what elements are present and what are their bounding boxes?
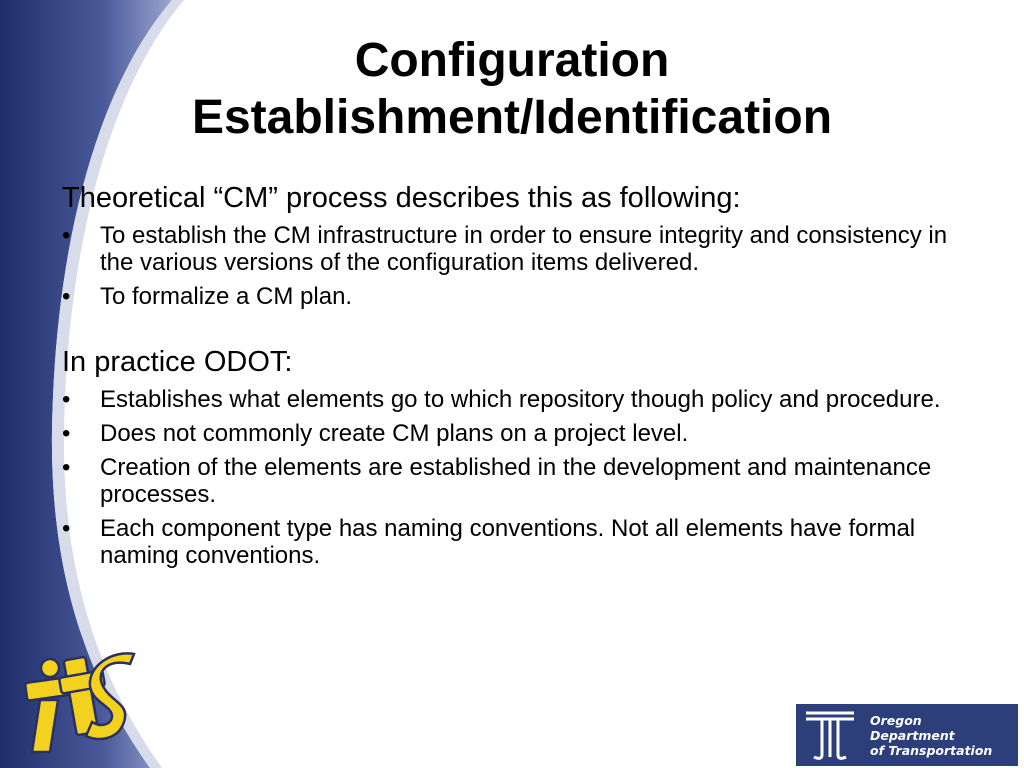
list-item xyxy=(62,283,962,310)
bullet-text: To formalize a CM plan. xyxy=(100,283,353,310)
list-item xyxy=(62,420,962,447)
bullet-point-icon: • xyxy=(62,420,71,447)
bullet-text: Does not commonly create CM plans on a project level. xyxy=(100,420,689,447)
list-item xyxy=(62,386,962,413)
its-logo-icon xyxy=(20,650,140,762)
bullet-list-practice xyxy=(62,386,962,569)
bullet-point-icon: • xyxy=(62,454,71,481)
bullet-point-icon: • xyxy=(62,222,71,249)
odot-wordmark xyxy=(870,713,992,758)
bullet-point-icon: • xyxy=(62,386,71,413)
slide-body xyxy=(62,180,962,576)
list-item xyxy=(62,454,962,508)
title-line-1: Configuration xyxy=(354,34,670,87)
odot-emblem-icon xyxy=(800,707,860,763)
list-item xyxy=(62,515,962,569)
slide-title xyxy=(100,32,924,146)
bullet-text: To establish the CM infrastructure in order to ensure integrity and consistency in the various versions of the configuration items delivered. xyxy=(100,222,948,276)
odot-logo xyxy=(796,704,1018,766)
bullet-list-theoretical xyxy=(62,222,962,310)
title-line-2: Establishment/Identification xyxy=(191,91,833,144)
bullet-text: Each component type has naming conventions. Not all elements have formal naming conventions. xyxy=(100,515,916,569)
list-item xyxy=(62,222,962,276)
bullet-text: Creation of the elements are established in the development and maintenance processes. xyxy=(100,454,932,508)
section-heading-practice: In practice ODOT: xyxy=(62,346,293,378)
bullet-text: Establishes what elements go to which repository though policy and procedure. xyxy=(100,386,941,413)
logo-line-3: of Transportation xyxy=(870,742,993,758)
bullet-point-icon: • xyxy=(62,515,71,542)
logo-line-1: Oregon xyxy=(870,712,922,728)
section-heading-theoretical: Theoretical “CM” process describes this as following: xyxy=(62,182,741,214)
bullet-point-icon: • xyxy=(62,283,71,310)
logo-line-2: Department xyxy=(870,727,955,743)
